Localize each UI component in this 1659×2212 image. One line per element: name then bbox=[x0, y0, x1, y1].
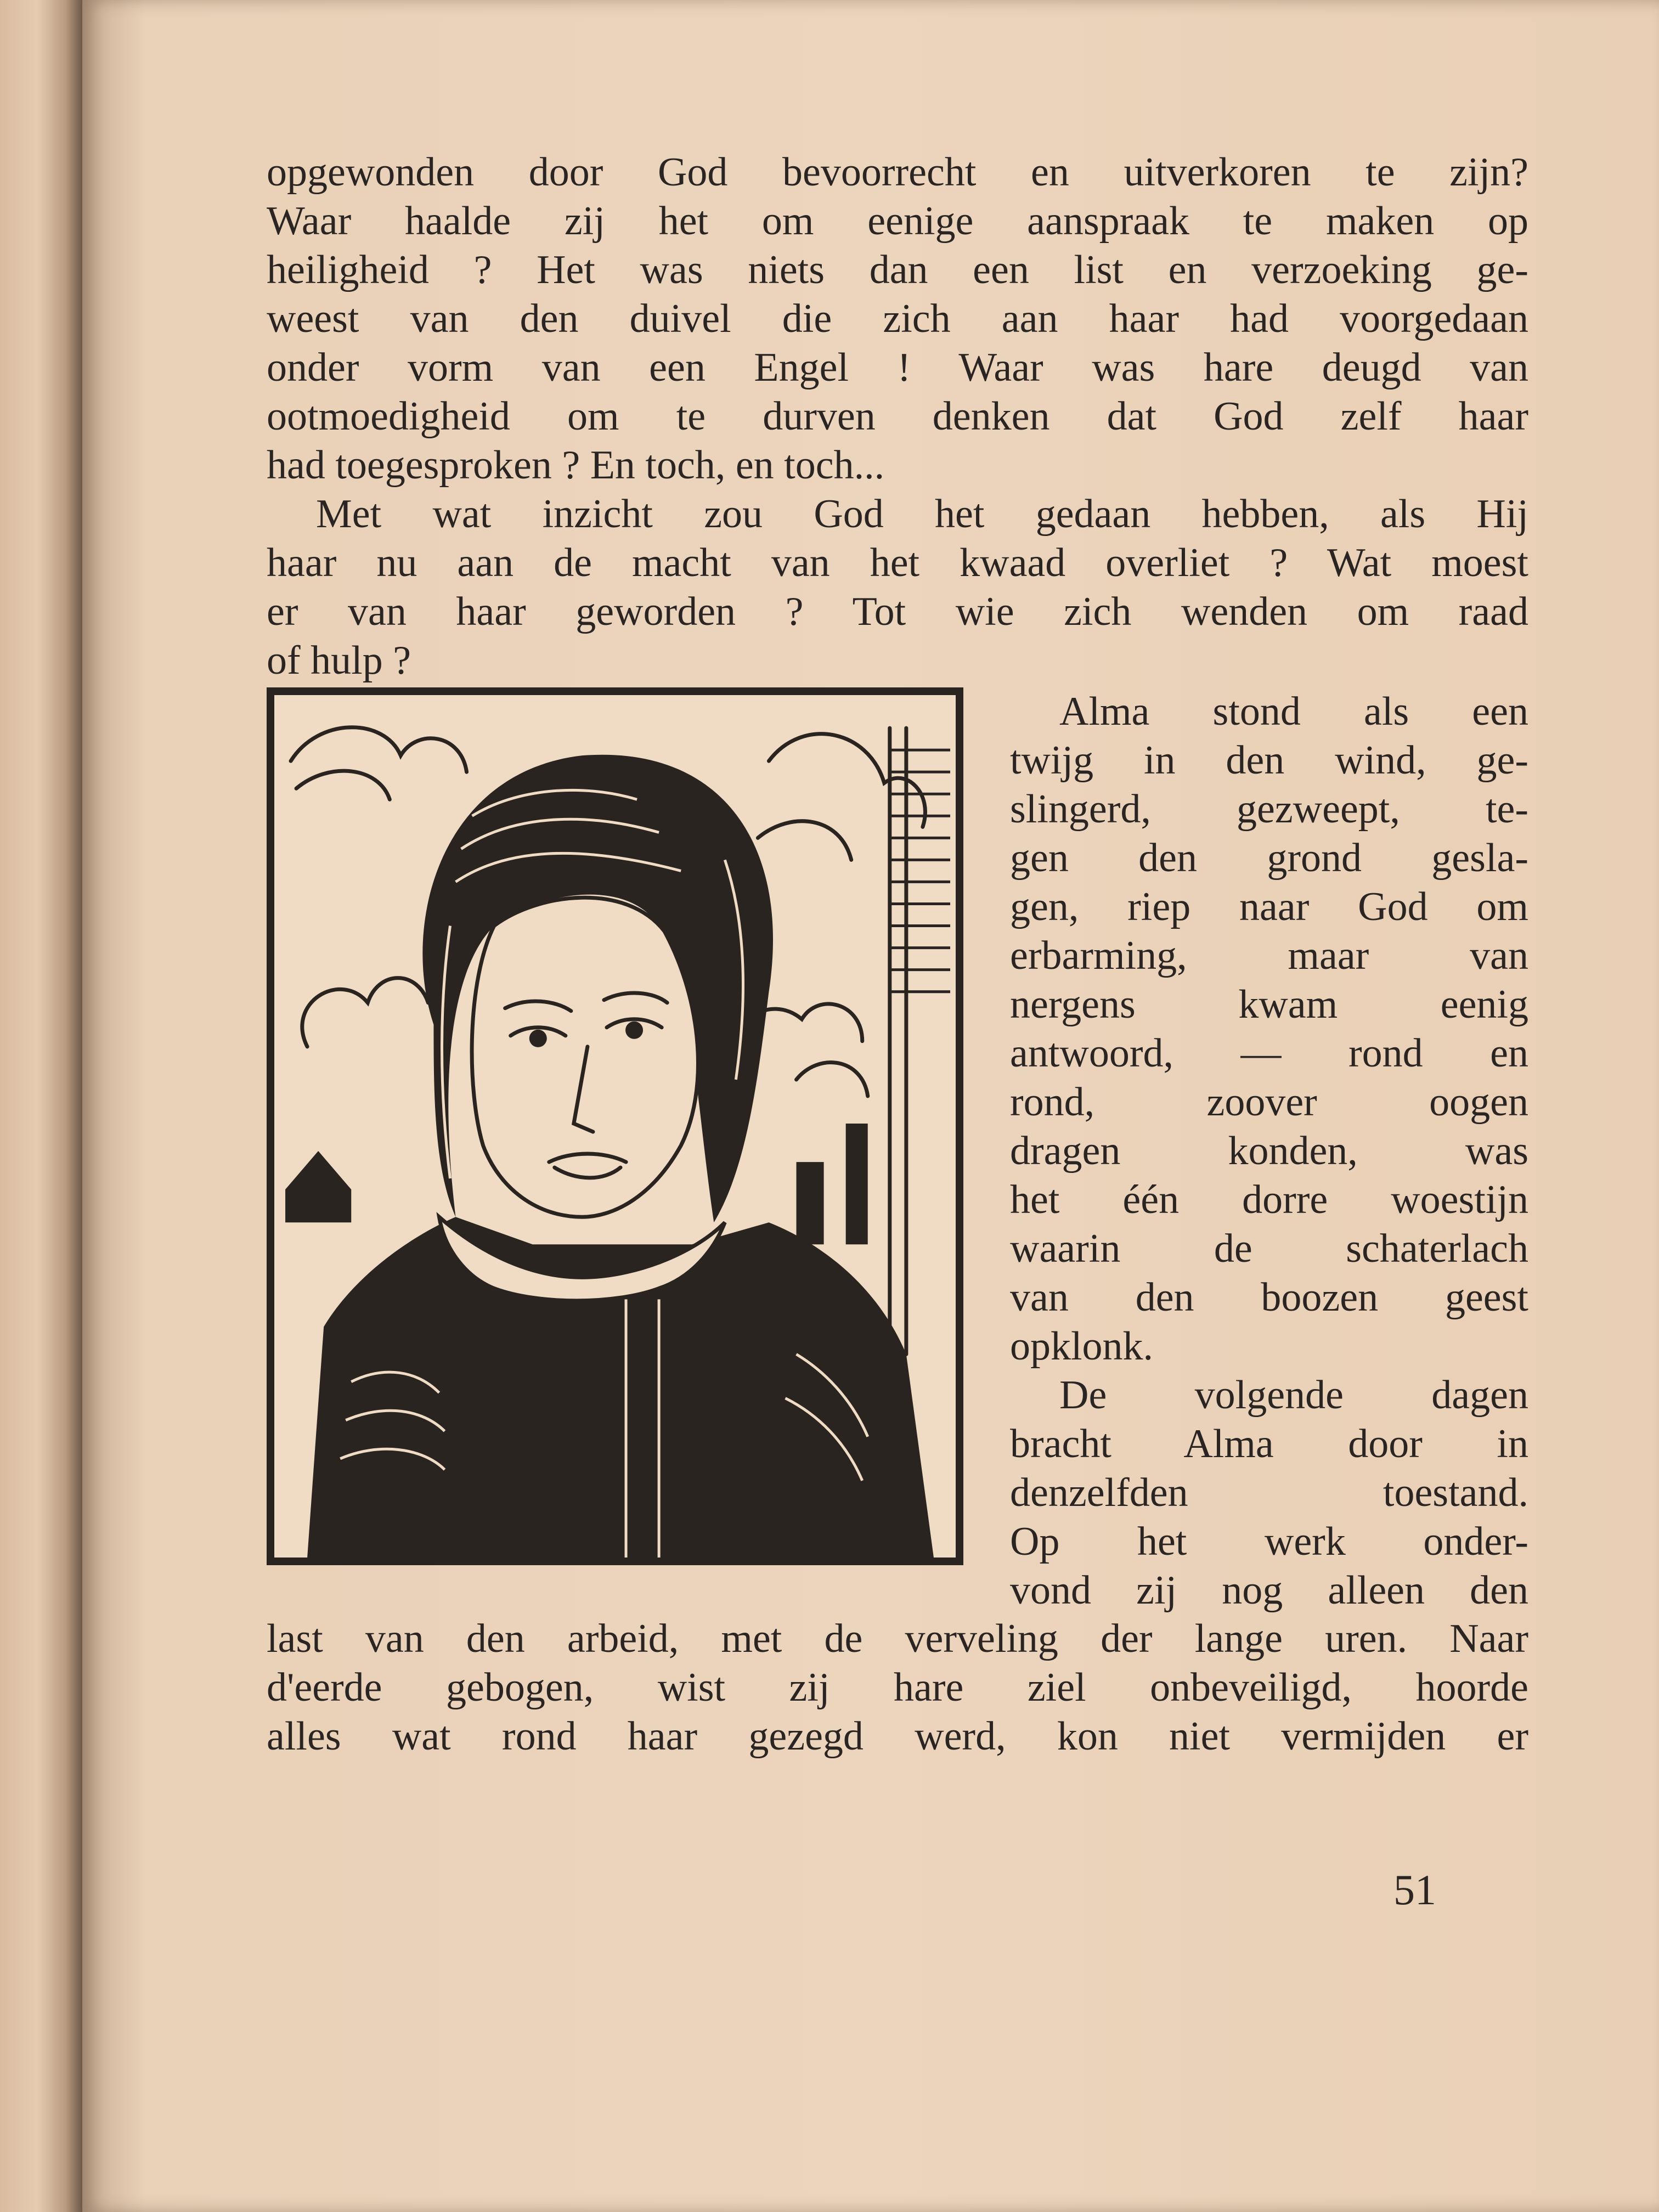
text-line: gen den grond gesla- bbox=[1010, 836, 1528, 881]
text-line: rond, zoover oogen bbox=[1010, 1080, 1528, 1125]
text-line: weest van den duivel die zich aan haar had voorgedaan bbox=[267, 296, 1528, 341]
text-line: waarin de schaterlach bbox=[1010, 1226, 1528, 1271]
text-line: ootmoedigheid om te durven denken dat God zelf haar bbox=[267, 394, 1528, 439]
paragraph-continuation bbox=[267, 1615, 1528, 1761]
text-line: Op het werk onder- bbox=[1010, 1519, 1528, 1564]
woodcut-illustration bbox=[267, 687, 963, 1565]
previous-page-edge bbox=[0, 0, 82, 2212]
text-line: last van den arbeid, met de verveling der lange uren. Naar bbox=[267, 1616, 1528, 1661]
page-text bbox=[267, 148, 1528, 1759]
text-line: denzelfden toestand. bbox=[1010, 1470, 1528, 1515]
text-line: Waar haalde zij het om eenige aanspraak te maken op bbox=[267, 199, 1528, 244]
side-text-column bbox=[1010, 687, 1528, 1615]
text-line: had toegesproken ? En toch, en toch... bbox=[267, 443, 885, 488]
text-line: twijg in den wind, ge- bbox=[1010, 738, 1528, 783]
text-line: Met wat inzicht zou God het gedaan hebben, als Hij bbox=[316, 492, 1528, 537]
text-line: het één dorre woestijn bbox=[1010, 1177, 1528, 1222]
text-line: opklonk. bbox=[1010, 1324, 1154, 1369]
text-line: erbarming, maar van bbox=[1010, 933, 1528, 978]
text-line: Alma stond als een bbox=[1059, 689, 1528, 734]
figure-with-text bbox=[267, 687, 1528, 1759]
text-line: haar nu aan de macht van het kwaad overliet ? Wat moest bbox=[267, 540, 1528, 585]
text-line: dragen konden, was bbox=[1010, 1128, 1528, 1173]
text-line: alles wat rond haar gezegd werd, kon niet vermijden er bbox=[267, 1714, 1528, 1759]
text-line: onder vorm van een Engel ! Waar was hare deugd van bbox=[267, 345, 1528, 390]
text-line: slingerd, gezweept, te- bbox=[1010, 787, 1528, 832]
woodcut-portrait-image bbox=[274, 695, 956, 1558]
paragraph-1 bbox=[267, 148, 1528, 490]
text-line: of hulp ? bbox=[267, 638, 411, 683]
text-line: opgewonden door God bevoorrecht en uitverkoren te zijn? bbox=[267, 150, 1528, 195]
text-line: heiligheid ? Het was niets dan een list en verzoeking ge- bbox=[267, 247, 1528, 292]
text-line: bracht Alma door in bbox=[1010, 1421, 1528, 1466]
book-page bbox=[82, 0, 1659, 2212]
text-line: nergens kwam eenig bbox=[1010, 982, 1528, 1027]
text-line: gen, riep naar God om bbox=[1010, 884, 1528, 929]
text-line: antwoord, — rond en bbox=[1010, 1031, 1528, 1076]
paragraph-2 bbox=[267, 490, 1528, 685]
text-line: vond zij nog alleen den bbox=[1010, 1568, 1528, 1613]
page-number: 51 bbox=[1393, 1866, 1436, 1914]
text-line: d'eerde gebogen, wist zij hare ziel onbeveiligd, hoorde bbox=[267, 1665, 1528, 1710]
text-line: De volgende dagen bbox=[1059, 1373, 1528, 1418]
text-line: er van haar geworden ? Tot wie zich wenden om raad bbox=[267, 589, 1528, 634]
text-line: van den boozen geest bbox=[1010, 1275, 1528, 1320]
